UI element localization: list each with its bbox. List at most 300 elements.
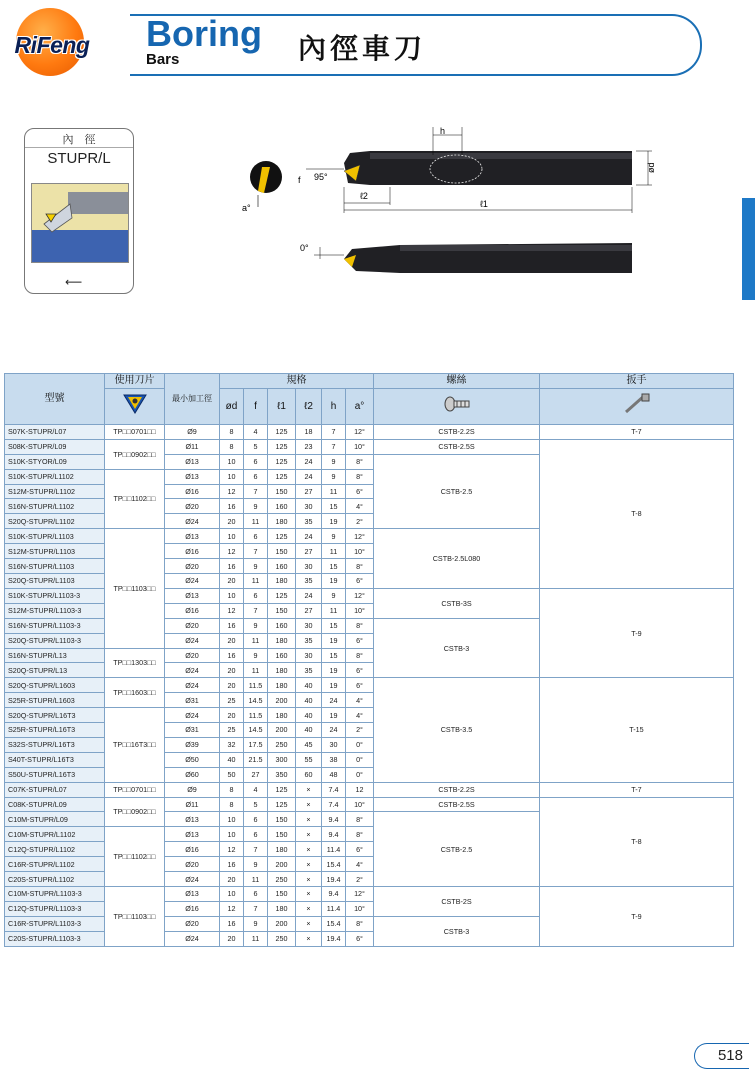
- section-tab-marker: [742, 198, 755, 300]
- label-angle-zero: 0°: [300, 243, 309, 253]
- spec-l2-cell: ×: [296, 931, 322, 946]
- spec-f-cell: 4: [244, 782, 268, 797]
- label-95: 95°: [314, 172, 328, 182]
- spec-l1-cell: 125: [268, 454, 296, 469]
- screw-cell: CSTB-3.5: [374, 678, 540, 782]
- spec-d-cell: 16: [220, 916, 244, 931]
- min-bore-cell: Ø31: [165, 693, 220, 708]
- model-cell: S50U-STUPR/L16T3: [5, 767, 105, 782]
- min-bore-cell: Ø24: [165, 872, 220, 887]
- spec-l1-cell: 150: [268, 827, 296, 842]
- spec-f-cell: 7: [244, 603, 268, 618]
- wrench-icon: [540, 388, 734, 424]
- spec-d-cell: 12: [220, 842, 244, 857]
- min-bore-cell: Ø24: [165, 708, 220, 723]
- spec-a-cell: 8°: [346, 469, 374, 484]
- spec-l1-cell: 350: [268, 767, 296, 782]
- min-bore-cell: Ø24: [165, 573, 220, 588]
- brand-logo: [2, 8, 102, 80]
- spec-h-cell: 11: [322, 484, 346, 499]
- spec-a-cell: 8°: [346, 827, 374, 842]
- insert-cell: TP□□1103□□: [105, 529, 165, 648]
- spec-f-cell: 5: [244, 797, 268, 812]
- spec-l1-cell: 150: [268, 544, 296, 559]
- spec-h-cell: 19: [322, 663, 346, 678]
- table-row: [5, 797, 734, 812]
- label-f: f: [298, 175, 301, 185]
- spec-h-cell: 9.4: [322, 827, 346, 842]
- spec-a-cell: 8°: [346, 618, 374, 633]
- spec-l2-cell: 30: [296, 559, 322, 574]
- spec-a-cell: 10°: [346, 439, 374, 454]
- spec-l1-cell: 160: [268, 499, 296, 514]
- min-bore-cell: Ø13: [165, 469, 220, 484]
- spec-f-cell: 11.5: [244, 708, 268, 723]
- spec-a-cell: 2°: [346, 872, 374, 887]
- spec-l2-cell: 27: [296, 484, 322, 499]
- page-title-chinese: 內徑車刀: [298, 32, 427, 65]
- spec-d-cell: 32: [220, 737, 244, 752]
- spec-a-cell: 12°: [346, 588, 374, 603]
- spec-d-cell: 10: [220, 588, 244, 603]
- min-bore-cell: Ø16: [165, 484, 220, 499]
- model-cell: S10K-STUPR/L1103: [5, 529, 105, 544]
- spec-a-cell: 8°: [346, 648, 374, 663]
- spec-l1-cell: 250: [268, 737, 296, 752]
- min-bore-cell: Ø24: [165, 931, 220, 946]
- spec-f-cell: 27: [244, 767, 268, 782]
- spec-d-cell: 25: [220, 723, 244, 738]
- spec-f-cell: 7: [244, 544, 268, 559]
- spec-a-cell: 0°: [346, 767, 374, 782]
- spec-h-cell: 19.4: [322, 872, 346, 887]
- model-cell: C10M-STUPR/L1102: [5, 827, 105, 842]
- spec-l1-cell: 150: [268, 603, 296, 618]
- spec-h-cell: 48: [322, 767, 346, 782]
- model-cell: S10K-STUPR/L1103-3: [5, 588, 105, 603]
- table-row: [5, 887, 734, 902]
- screw-cell: CSTB-2.5: [374, 812, 540, 887]
- label-h: h: [440, 126, 446, 136]
- model-cell: C16R-STUPR/L1102: [5, 857, 105, 872]
- screw-cell: CSTB-2.5L080: [374, 529, 540, 589]
- spec-l1-cell: 125: [268, 424, 296, 439]
- min-bore-cell: Ø20: [165, 499, 220, 514]
- model-cell: S20Q-STUPR/L1603: [5, 678, 105, 693]
- spec-l2-cell: 35: [296, 663, 322, 678]
- spec-l1-cell: 180: [268, 633, 296, 648]
- insert-cell: TP□□1603□□: [105, 678, 165, 708]
- spec-d-cell: 12: [220, 901, 244, 916]
- spec-a-cell: 10°: [346, 544, 374, 559]
- spec-f-cell: 11: [244, 931, 268, 946]
- model-cell: S20Q-STUPR/L16T3: [5, 708, 105, 723]
- spec-l2-cell: ×: [296, 916, 322, 931]
- spec-l1-cell: 125: [268, 588, 296, 603]
- min-bore-cell: Ø16: [165, 842, 220, 857]
- spec-l1-cell: 200: [268, 857, 296, 872]
- card-divider: [25, 147, 133, 148]
- spec-f-cell: 9: [244, 559, 268, 574]
- min-bore-cell: Ø31: [165, 723, 220, 738]
- spec-l2-cell: ×: [296, 827, 322, 842]
- spec-h-cell: 30: [322, 737, 346, 752]
- spec-a-cell: 6°: [346, 573, 374, 588]
- spec-l2-cell: 30: [296, 618, 322, 633]
- spec-a-cell: 10°: [346, 603, 374, 618]
- insert-cell: TP□□0701□□: [105, 782, 165, 797]
- screw-cell: CSTB-2.5S: [374, 797, 540, 812]
- model-cell: C12Q-STUPR/L1102: [5, 842, 105, 857]
- insert-cell: TP□□0701□□: [105, 424, 165, 439]
- min-bore-cell: Ø24: [165, 663, 220, 678]
- spec-a-cell: 6°: [346, 931, 374, 946]
- spec-h-cell: 24: [322, 723, 346, 738]
- spec-a-cell: 4°: [346, 708, 374, 723]
- spec-l1-cell: 160: [268, 559, 296, 574]
- spec-h-cell: 7.4: [322, 782, 346, 797]
- header-min-bore: 最小加工徑: [165, 374, 220, 425]
- label-angle-a: a°: [242, 203, 251, 213]
- spec-d-cell: 8: [220, 424, 244, 439]
- spec-a-cell: 8°: [346, 454, 374, 469]
- spec-f-cell: 11: [244, 633, 268, 648]
- spec-l1-cell: 125: [268, 439, 296, 454]
- spec-h-cell: 15: [322, 499, 346, 514]
- spec-l1-cell: 160: [268, 648, 296, 663]
- min-bore-cell: Ø20: [165, 618, 220, 633]
- screw-cell: CSTB-3S: [374, 588, 540, 618]
- spec-l2-cell: 40: [296, 723, 322, 738]
- spec-a-cell: 10°: [346, 797, 374, 812]
- spec-l1-cell: 180: [268, 708, 296, 723]
- spec-d-cell: 10: [220, 812, 244, 827]
- min-bore-cell: Ø13: [165, 887, 220, 902]
- wrench-cell: T-8: [540, 439, 734, 588]
- spec-l1-cell: 180: [268, 573, 296, 588]
- spec-f-cell: 7: [244, 842, 268, 857]
- spec-f-cell: 11.5: [244, 678, 268, 693]
- model-cell: S12M-STUPR/L1103: [5, 544, 105, 559]
- model-cell: S32S-STUPR/L16T3: [5, 737, 105, 752]
- spec-d-cell: 12: [220, 603, 244, 618]
- spec-h-cell: 11: [322, 544, 346, 559]
- spec-d-cell: 16: [220, 499, 244, 514]
- spec-d-cell: 8: [220, 797, 244, 812]
- spec-f-cell: 11: [244, 872, 268, 887]
- screw-cell: CSTB-2.5: [374, 454, 540, 529]
- min-bore-cell: Ø13: [165, 827, 220, 842]
- model-cell: C20S-STUPR/L1103-3: [5, 931, 105, 946]
- spec-l2-cell: ×: [296, 812, 322, 827]
- insert-cell: TP□□1103□□: [105, 887, 165, 947]
- insert-cell: TP□□0902□□: [105, 439, 165, 469]
- spec-f-cell: 6: [244, 887, 268, 902]
- spec-l1-cell: 125: [268, 529, 296, 544]
- wrench-cell: T-15: [540, 678, 734, 782]
- spec-d-cell: 16: [220, 648, 244, 663]
- spec-l1-cell: 180: [268, 678, 296, 693]
- spec-l2-cell: 24: [296, 529, 322, 544]
- spec-f-cell: 7: [244, 484, 268, 499]
- spec-l2-cell: ×: [296, 782, 322, 797]
- screw-cell: CSTB-2S: [374, 887, 540, 917]
- spec-a-cell: 0°: [346, 737, 374, 752]
- spec-d-cell: 20: [220, 633, 244, 648]
- spec-l1-cell: 150: [268, 812, 296, 827]
- table-row: [5, 424, 734, 439]
- min-bore-cell: Ø16: [165, 901, 220, 916]
- spec-table: [4, 373, 734, 947]
- spec-a-cell: 6°: [346, 842, 374, 857]
- min-bore-cell: Ø50: [165, 752, 220, 767]
- spec-f-cell: 6: [244, 469, 268, 484]
- spec-l1-cell: 180: [268, 663, 296, 678]
- spec-d-cell: 10: [220, 827, 244, 842]
- screw-cell: CSTB-3: [374, 916, 540, 946]
- wrench-cell: T-9: [540, 588, 734, 677]
- spec-d-cell: 16: [220, 857, 244, 872]
- min-bore-cell: Ø24: [165, 633, 220, 648]
- spec-l1-cell: 150: [268, 887, 296, 902]
- wrench-cell: T-7: [540, 782, 734, 797]
- card-model: STUPR/L: [47, 150, 111, 167]
- spec-l2-cell: ×: [296, 842, 322, 857]
- min-bore-cell: Ø13: [165, 588, 220, 603]
- spec-l1-cell: 180: [268, 842, 296, 857]
- spec-d-cell: 12: [220, 484, 244, 499]
- spec-d-cell: 16: [220, 559, 244, 574]
- page-title: Boring: [146, 13, 262, 54]
- header-l1: ℓ1: [268, 388, 296, 424]
- logo-text: RiFeng: [14, 32, 90, 58]
- model-cell: S16N-STUPR/L1102: [5, 499, 105, 514]
- spec-l1-cell: 250: [268, 872, 296, 887]
- spec-f-cell: 9: [244, 857, 268, 872]
- spec-d-cell: 8: [220, 439, 244, 454]
- spec-a-cell: 12°: [346, 424, 374, 439]
- spec-f-cell: 6: [244, 812, 268, 827]
- model-cell: S20Q-STUPR/L1103-3: [5, 633, 105, 648]
- model-cell: S07K-STUPR/L07: [5, 424, 105, 439]
- spec-h-cell: 19: [322, 633, 346, 648]
- header-d: ød: [220, 388, 244, 424]
- spec-h-cell: 9: [322, 454, 346, 469]
- spec-f-cell: 9: [244, 916, 268, 931]
- header-model: 型號: [5, 374, 105, 425]
- spec-d-cell: 20: [220, 931, 244, 946]
- spec-h-cell: 11.4: [322, 901, 346, 916]
- spec-f-cell: 11: [244, 573, 268, 588]
- min-bore-cell: Ø24: [165, 514, 220, 529]
- header-wrench: 扳手: [540, 374, 734, 389]
- spec-h-cell: 7: [322, 424, 346, 439]
- spec-a-cell: 4°: [346, 857, 374, 872]
- spec-h-cell: 9: [322, 529, 346, 544]
- model-cell: S16N-STUPR/L1103-3: [5, 618, 105, 633]
- spec-h-cell: 15: [322, 618, 346, 633]
- spec-f-cell: 6: [244, 827, 268, 842]
- spec-l2-cell: 23: [296, 439, 322, 454]
- min-bore-cell: Ø20: [165, 559, 220, 574]
- model-cell: C07K-STUPR/L07: [5, 782, 105, 797]
- spec-f-cell: 11: [244, 663, 268, 678]
- min-bore-cell: Ø39: [165, 737, 220, 752]
- spec-l2-cell: ×: [296, 797, 322, 812]
- min-bore-cell: Ø11: [165, 439, 220, 454]
- wrench-cell: T-7: [540, 424, 734, 439]
- spec-d-cell: 10: [220, 529, 244, 544]
- page-subtitle: Bars: [146, 51, 180, 68]
- spec-f-cell: 5: [244, 439, 268, 454]
- insert-cell: TP□□16T3□□: [105, 708, 165, 783]
- screw-cell: CSTB-3: [374, 618, 540, 678]
- spec-l2-cell: 30: [296, 648, 322, 663]
- spec-d-cell: 10: [220, 887, 244, 902]
- spec-l2-cell: 40: [296, 678, 322, 693]
- model-cell: S12M-STUPR/L1102: [5, 484, 105, 499]
- spec-l2-cell: 35: [296, 633, 322, 648]
- spec-d-cell: 25: [220, 693, 244, 708]
- spec-l2-cell: 27: [296, 603, 322, 618]
- table-row: [5, 782, 734, 797]
- table-row: [5, 678, 734, 693]
- screw-cell: CSTB-2.2S: [374, 424, 540, 439]
- spec-l2-cell: 24: [296, 588, 322, 603]
- model-cell: C16R-STUPR/L1103-3: [5, 916, 105, 931]
- spec-h-cell: 19: [322, 573, 346, 588]
- spec-a-cell: 6°: [346, 633, 374, 648]
- header-h: h: [322, 388, 346, 424]
- spec-l1-cell: 200: [268, 916, 296, 931]
- spec-f-cell: 21.5: [244, 752, 268, 767]
- model-cell: S16N-STUPR/L1103: [5, 559, 105, 574]
- spec-f-cell: 7: [244, 901, 268, 916]
- spec-d-cell: 20: [220, 678, 244, 693]
- min-bore-cell: Ø60: [165, 767, 220, 782]
- feed-direction-arrow: ⟵: [65, 275, 83, 289]
- wrench-cell: T-9: [540, 887, 734, 947]
- spec-l1-cell: 125: [268, 797, 296, 812]
- spec-a-cell: 6°: [346, 484, 374, 499]
- spec-l2-cell: 55: [296, 752, 322, 767]
- spec-a-cell: 8°: [346, 812, 374, 827]
- spec-a-cell: 12°: [346, 529, 374, 544]
- spec-a-cell: 10°: [346, 901, 374, 916]
- model-cell: C08K-STUPR/L09: [5, 797, 105, 812]
- insert-icon: [105, 388, 165, 424]
- min-bore-cell: Ø20: [165, 916, 220, 931]
- spec-h-cell: 15.4: [322, 857, 346, 872]
- spec-a-cell: 2°: [346, 723, 374, 738]
- spec-a-cell: 12: [346, 782, 374, 797]
- spec-a-cell: 0°: [346, 752, 374, 767]
- spec-l1-cell: 125: [268, 469, 296, 484]
- spec-l2-cell: 24: [296, 469, 322, 484]
- model-cell: C10M-STUPR/L1103-3: [5, 887, 105, 902]
- spec-f-cell: 9: [244, 499, 268, 514]
- spec-l2-cell: 40: [296, 693, 322, 708]
- label-l1: ℓ1: [480, 199, 488, 209]
- page-number: 518: [694, 1043, 749, 1069]
- wrench-cell: T-8: [540, 797, 734, 886]
- spec-h-cell: 19: [322, 678, 346, 693]
- spec-l2-cell: 45: [296, 737, 322, 752]
- spec-d-cell: 8: [220, 782, 244, 797]
- spec-l2-cell: 30: [296, 499, 322, 514]
- spec-h-cell: 24: [322, 693, 346, 708]
- screw-cell: CSTB-2.2S: [374, 782, 540, 797]
- spec-l1-cell: 300: [268, 752, 296, 767]
- label-l2: ℓ2: [360, 191, 368, 201]
- spec-h-cell: 9.4: [322, 887, 346, 902]
- spec-h-cell: 11.4: [322, 842, 346, 857]
- tool-dimension-diagram: [240, 125, 660, 285]
- model-cell: S10K-STUPR/L1102: [5, 469, 105, 484]
- min-bore-cell: Ø13: [165, 529, 220, 544]
- spec-h-cell: 9: [322, 588, 346, 603]
- spec-l1-cell: 200: [268, 723, 296, 738]
- screw-cell: CSTB-2.5S: [374, 439, 540, 454]
- spec-h-cell: 38: [322, 752, 346, 767]
- model-cell: S10K-STYOR/L09: [5, 454, 105, 469]
- spec-d-cell: 10: [220, 469, 244, 484]
- spec-d-cell: 10: [220, 454, 244, 469]
- spec-h-cell: 19: [322, 708, 346, 723]
- spec-f-cell: 9: [244, 648, 268, 663]
- spec-h-cell: 11: [322, 603, 346, 618]
- model-cell: C12Q-STUPR/L1103-3: [5, 901, 105, 916]
- spec-f-cell: 9: [244, 618, 268, 633]
- spec-h-cell: 7.4: [322, 797, 346, 812]
- header-f: f: [244, 388, 268, 424]
- spec-a-cell: 8°: [346, 559, 374, 574]
- spec-l2-cell: 60: [296, 767, 322, 782]
- min-bore-cell: Ø16: [165, 544, 220, 559]
- spec-d-cell: 20: [220, 708, 244, 723]
- min-bore-cell: Ø9: [165, 782, 220, 797]
- label-d: ød: [646, 162, 656, 173]
- spec-l2-cell: 35: [296, 573, 322, 588]
- spec-h-cell: 7: [322, 439, 346, 454]
- spec-d-cell: 20: [220, 663, 244, 678]
- header-screw: 螺絲: [374, 374, 540, 389]
- spec-l1-cell: 125: [268, 782, 296, 797]
- spec-h-cell: 9: [322, 469, 346, 484]
- spec-l2-cell: 24: [296, 454, 322, 469]
- spec-d-cell: 20: [220, 514, 244, 529]
- model-cell: S12M-STUPR/L1103-3: [5, 603, 105, 618]
- spec-h-cell: 19.4: [322, 931, 346, 946]
- model-cell: S40T-STUPR/L16T3: [5, 752, 105, 767]
- header-l2: ℓ2: [296, 388, 322, 424]
- spec-l2-cell: ×: [296, 872, 322, 887]
- model-cell: C20S-STUPR/L1102: [5, 872, 105, 887]
- spec-a-cell: 6°: [346, 678, 374, 693]
- spec-a-cell: 4°: [346, 693, 374, 708]
- spec-a-cell: 6°: [346, 663, 374, 678]
- spec-f-cell: 6: [244, 588, 268, 603]
- spec-l2-cell: ×: [296, 901, 322, 916]
- header-insert: 使用刀片: [105, 374, 165, 389]
- spec-f-cell: 4: [244, 424, 268, 439]
- spec-l2-cell: 27: [296, 544, 322, 559]
- spec-f-cell: 6: [244, 529, 268, 544]
- min-bore-cell: Ø13: [165, 454, 220, 469]
- tool-type-card: [24, 128, 134, 294]
- header-a: a°: [346, 388, 374, 424]
- spec-a-cell: 4°: [346, 499, 374, 514]
